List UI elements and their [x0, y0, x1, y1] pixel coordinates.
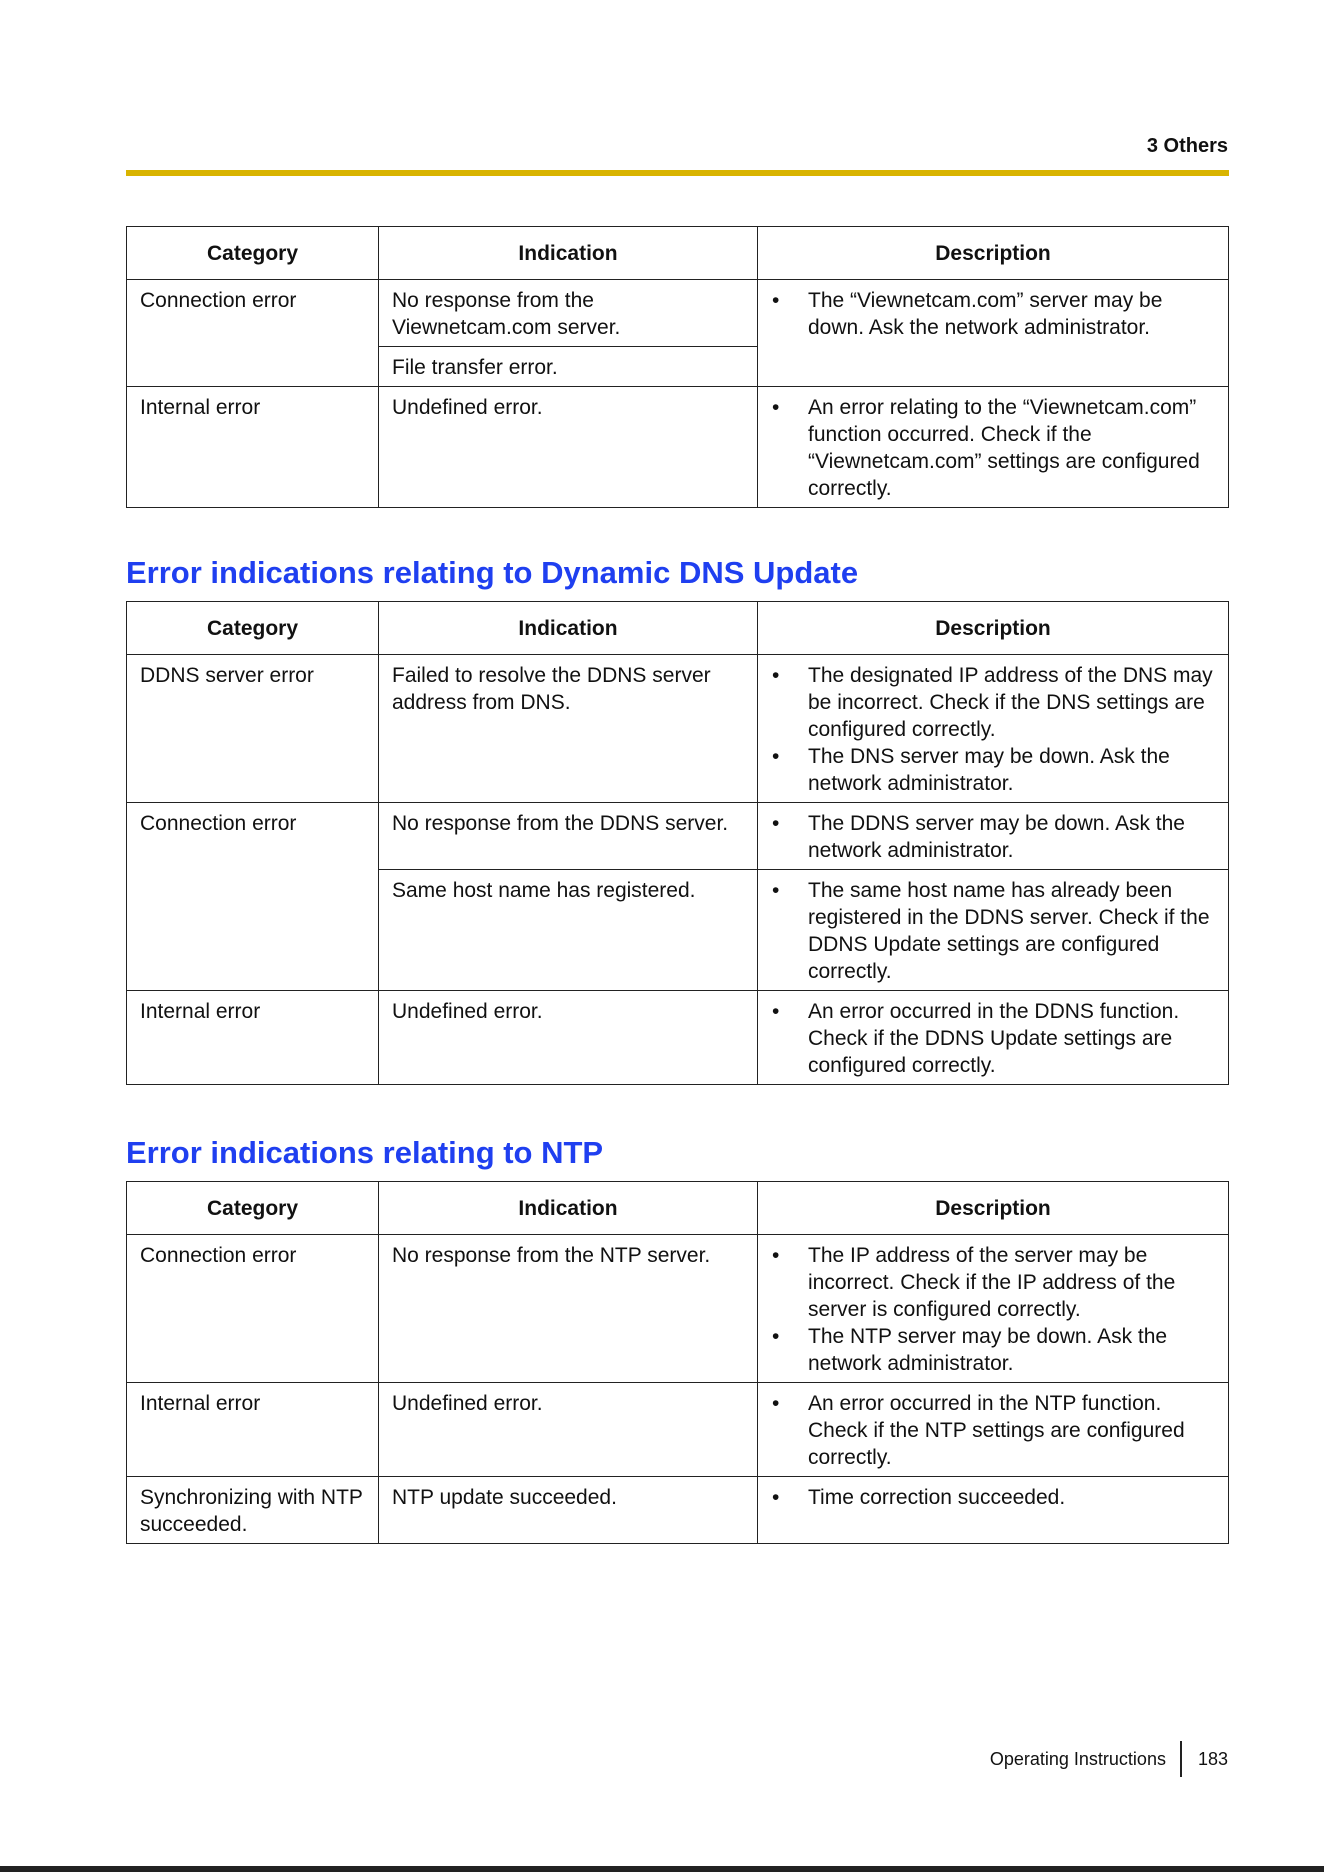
description-bullet: • The designated IP address of the DNS may be incorrect. Check if the DNS settings are configured correctly.: [768, 662, 1218, 743]
description-bullet: • The NTP server may be down. Ask the network administrator.: [768, 1323, 1218, 1377]
column-header-indication: Indication: [379, 227, 758, 280]
category-cell: Connection error: [127, 803, 379, 991]
ddns-error-table: [126, 601, 1229, 1085]
indication-cell: NTP update succeeded.: [379, 1477, 758, 1544]
table-row: [127, 803, 1229, 870]
description-cell: [758, 655, 1229, 803]
category-cell: Connection error: [127, 280, 379, 387]
category-cell: DDNS server error: [127, 655, 379, 803]
category-cell: Connection error: [127, 1235, 379, 1383]
description-bullet: • The DDNS server may be down. Ask the network administrator.: [768, 810, 1218, 864]
description-bullet: • The “Viewnetcam.com” server may be down. Ask the network administrator.: [768, 287, 1218, 341]
table-row: [127, 991, 1229, 1085]
indication-cell: File transfer error.: [379, 347, 758, 387]
column-header-description: Description: [758, 1182, 1229, 1235]
description-cell: [758, 1383, 1229, 1477]
table-header-row: [127, 1182, 1229, 1235]
column-header-indication: Indication: [379, 602, 758, 655]
viewnetcam-error-table: [126, 226, 1229, 508]
table-row: [127, 280, 1229, 347]
description-bullet: • An error occurred in the NTP function. Check if the NTP settings are configured correctly.: [768, 1390, 1218, 1471]
category-cell: Synchronizing with NTP succeeded.: [127, 1477, 379, 1544]
indication-cell: No response from the Viewnetcam.com server.: [379, 280, 758, 347]
indication-cell: Undefined error.: [379, 1383, 758, 1477]
header-rule: [126, 170, 1229, 176]
description-cell: [758, 1477, 1229, 1544]
description-cell: [758, 280, 1229, 387]
description-bullet: • The same host name has already been registered in the DDNS server. Check if the DDNS Update settings are configured correctly.: [768, 877, 1218, 985]
description-bullet: • Time correction succeeded.: [768, 1484, 1218, 1511]
column-header-indication: Indication: [379, 1182, 758, 1235]
table-row: [127, 1235, 1229, 1383]
indication-cell: No response from the NTP server.: [379, 1235, 758, 1383]
description-bullet: • The IP address of the server may be incorrect. Check if the IP address of the server is configured correctly.: [768, 1242, 1218, 1323]
table-row: [127, 1477, 1229, 1544]
footer-doc-title: Operating Instructions: [989, 1748, 1166, 1769]
description-cell: [758, 870, 1229, 991]
description-bullet: • The DNS server may be down. Ask the network administrator.: [768, 743, 1218, 797]
column-header-description: Description: [758, 227, 1229, 280]
column-header-category: Category: [127, 1182, 379, 1235]
footer-divider: [1180, 1741, 1182, 1777]
page-number: 183: [1197, 1748, 1228, 1769]
description-bullet: • An error occurred in the DDNS function. Check if the DDNS Update settings are configured correctly.: [768, 998, 1218, 1079]
description-cell: [758, 387, 1229, 508]
column-header-description: Description: [758, 602, 1229, 655]
indication-cell: No response from the DDNS server.: [379, 803, 758, 870]
column-header-category: Category: [127, 602, 379, 655]
description-cell: [758, 1235, 1229, 1383]
category-cell: Internal error: [127, 387, 379, 508]
page-footer: [990, 1741, 1228, 1777]
table-row: [127, 1383, 1229, 1477]
section-title-ddns: Error indications relating to Dynamic DNS Update: [126, 555, 859, 590]
category-cell: Internal error: [127, 1383, 379, 1477]
description-cell: [758, 991, 1229, 1085]
description-bullet: • An error relating to the “Viewnetcam.com” function occurred. Check if the “Viewnetcam.com” settings are configured correctly.: [768, 394, 1218, 502]
category-cell: Internal error: [127, 991, 379, 1085]
table-row: [127, 387, 1229, 508]
indication-cell: Undefined error.: [379, 387, 758, 508]
ntp-error-table: [126, 1181, 1229, 1544]
section-title-ntp: Error indications relating to NTP: [126, 1135, 604, 1170]
indication-cell: Failed to resolve the DDNS server address from DNS.: [379, 655, 758, 803]
page-bottom-bar: [0, 1866, 1324, 1872]
table-row: [127, 655, 1229, 803]
indication-cell: Same host name has registered.: [379, 870, 758, 991]
column-header-category: Category: [127, 227, 379, 280]
chapter-header: 3 Others: [1146, 135, 1228, 157]
table-header-row: [127, 602, 1229, 655]
description-cell: [758, 803, 1229, 870]
indication-cell: Undefined error.: [379, 991, 758, 1085]
table-header-row: [127, 227, 1229, 280]
